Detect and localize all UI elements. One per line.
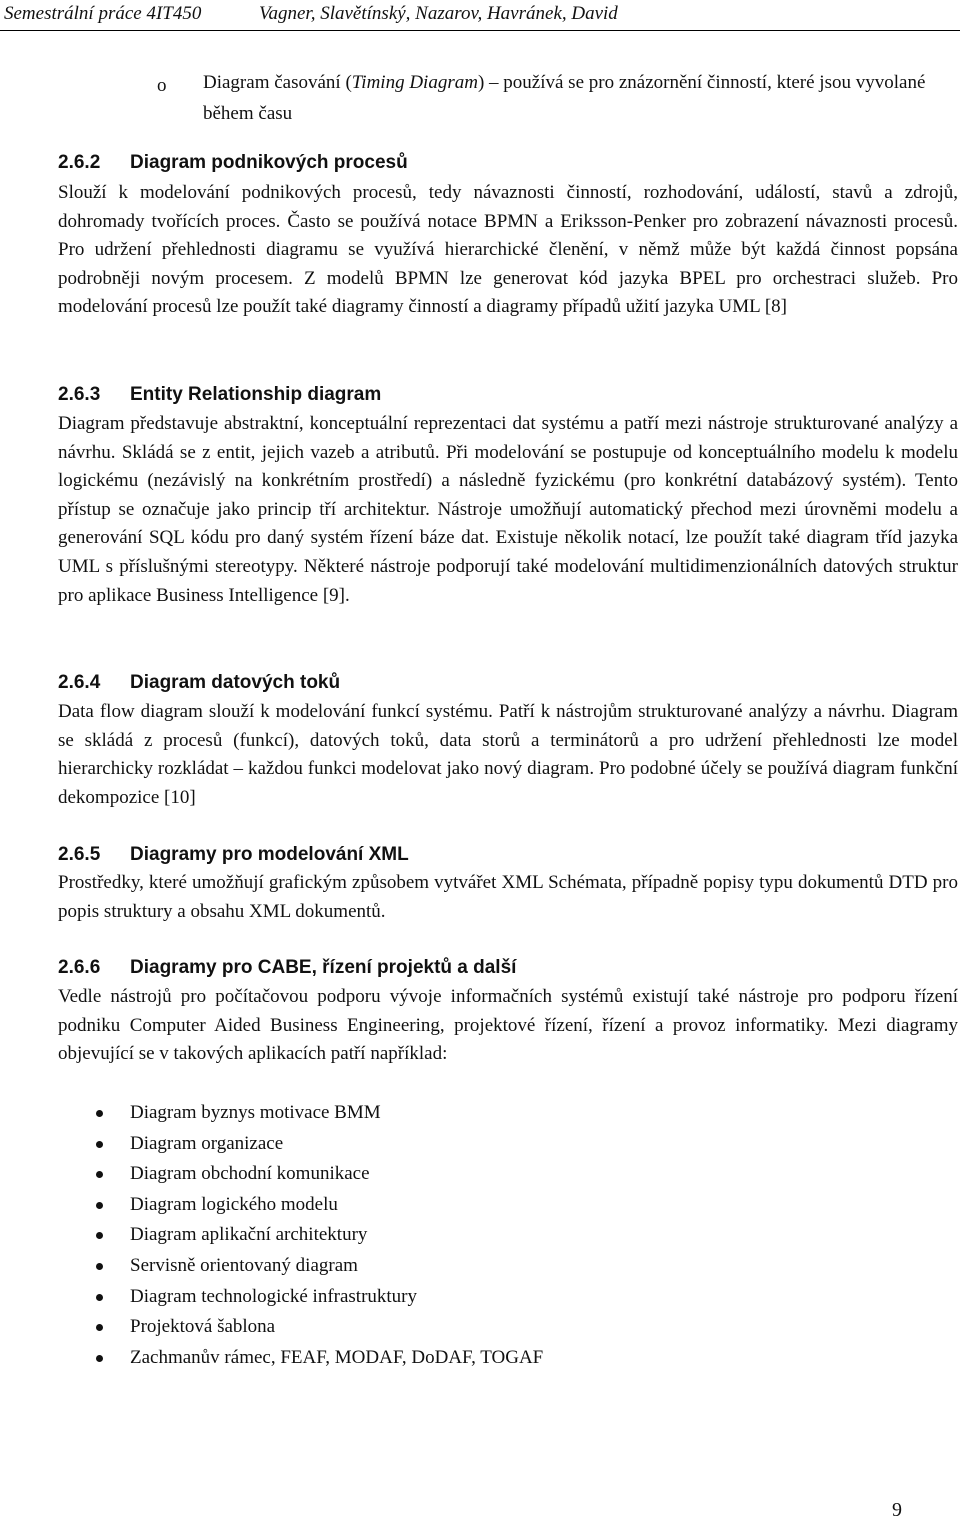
list-item [58, 1220, 858, 1251]
section-body-2-6-3 [58, 410, 958, 610]
running-header [0, 0, 960, 30]
list-item [58, 1190, 858, 1221]
section-title: Diagramy pro CABE, řízení projektů a další [130, 957, 517, 978]
bullet-icon [96, 1141, 103, 1148]
list-item [58, 1159, 858, 1190]
paragraph: Slouží k modelování podnikových procesů, tedy návaznosti činností, rozhodování, událostí, stavů a zdrojů, dohromady tvořících proces. Často se používá notace BPMN a Eriksson-Penker pro zobrazení návaznosti procesů. Pro udržení přehlednosti diagramu se využívá hierarchické členění, v němž může být každá činnost popsána podrobněji novým procesem. Z modelů BPMN lze generovat kód jazyka BPEL pro orchestraci služeb. Pro modelování procesů lze použít také diagramy činností a diagramy případů užití jazyka UML [8] [58, 182, 958, 318]
section-number: 2.6.3 [58, 384, 101, 405]
list-item-label: Diagram byznys motivace BMM [130, 1102, 381, 1123]
bullet-icon [96, 1110, 103, 1117]
paragraph: Prostředky, které umožňují grafickým způsobem vytvářet XML Schémata, případně popisy typu dokumentů DTD pro popis struktury a obsahu XML dokumentů. [58, 872, 958, 922]
timing-item-rest: ) – používá se pro znázornění činností, které jsou vyvolané během času [203, 72, 926, 124]
list-item [58, 1312, 858, 1343]
paragraph: Diagram představuje abstraktní, konceptuální reprezentaci dat systému a patří mezi nástroje strukturované analýzy a návrhu. Skládá se z entit, jejich vazeb a atributů. Při modelování se postupuje od konceptuálního modelu k modelu logickému (nezávislý na konkrétním prostředí) a následně fyzickému (pro konkrétní databázový systém). Tento přístup se označuje jako princip tří architektur. Nástroje umožňují automatický přechod mezi úrovněmi modelu a generování SQL kódu pro daný systém řízení báze dat. Existuje několik notací, lze použít také diagram tříd jazyka UML s příslušnými stereotypy. Některé nástroje podporují také modelování multidimenzionálních datových struktur pro aplikace Business Intelligence [9]. [58, 413, 958, 606]
section-number: 2.6.4 [58, 672, 101, 693]
list-item-label: Zachmanův rámec, FEAF, MODAF, DoDAF, TOGAF [130, 1346, 544, 1368]
list-item-label: Projektová šablona [130, 1316, 276, 1338]
section-number: 2.6.6 [58, 957, 101, 978]
diagram-bullet-list [58, 1098, 858, 1373]
bullet-icon [96, 1263, 103, 1270]
section-body-2-6-2 [58, 179, 958, 322]
section-body-2-6-5 [58, 869, 958, 926]
bullet-icon [96, 1294, 103, 1301]
section-title: Diagramy pro modelování XML [130, 844, 409, 865]
list-item [58, 1251, 858, 1282]
section-body-2-6-6 [58, 983, 958, 1069]
bullet-icon [96, 1324, 103, 1331]
section-heading-2-6-5 [58, 841, 409, 869]
bullet-icon [96, 1171, 103, 1178]
list-item [58, 1098, 858, 1129]
list-item-label: Diagram organizace [130, 1132, 284, 1154]
section-heading-2-6-6 [58, 954, 516, 982]
section-heading-2-6-4 [58, 669, 340, 697]
list-marker-o: o [157, 75, 167, 96]
paragraph: Vedle nástrojů pro počítačovou podporu vývoje informačních systémů existují také nástroje pro podporu řízení podniku Computer Aided Business Engineering, projektové řízení, řízení a provoz informatiky. Mezi diagramy objevující se v takových aplikacích patří například: [58, 986, 958, 1065]
section-heading-2-6-2 [58, 149, 408, 177]
list-item-label: Servisně orientovaný diagram [130, 1254, 358, 1276]
section-body-2-6-4 [58, 698, 958, 812]
list-item-label: Diagram logického modelu [130, 1193, 338, 1215]
bullet-icon [96, 1202, 103, 1209]
header-divider [0, 30, 960, 31]
list-item-label: Diagram technologické infrastruktury [130, 1285, 418, 1307]
list-item-label: Diagram obchodní komunikace [130, 1163, 370, 1185]
section-title: Diagram podnikových procesů [130, 152, 408, 173]
section-title: Entity Relationship diagram [130, 384, 382, 405]
section-number: 2.6.2 [58, 152, 101, 173]
section-heading-2-6-3 [58, 381, 381, 409]
page-number: 9 [892, 1499, 902, 1521]
bullet-icon [96, 1232, 103, 1239]
list-item [58, 1343, 858, 1374]
timing-item-italic: Timing Diagram [351, 72, 478, 93]
list-item [58, 1282, 858, 1313]
list-item-label: Diagram aplikační architektury [130, 1224, 368, 1246]
header-course: Semestrální práce 4IT450 [4, 3, 202, 24]
bullet-icon [96, 1355, 103, 1362]
list-item [58, 1129, 858, 1160]
timing-item-lead: Diagram časování ( [203, 72, 352, 93]
paragraph: Data flow diagram slouží k modelování funkcí systému. Patří k nástrojům strukturované analýzy a návrhu. Diagram se skládá z procesů (funkcí), datových toků, data storů a terminátorů a pro udržení přehlednosti lze model hierarchicky rozkládat – každou funkci modelovat jako nový diagram. Pro podobné účely se používá diagram funkční dekompozice [10] [58, 701, 958, 808]
header-authors: Vagner, Slavětínský, Nazarov, Havránek, David [259, 3, 618, 24]
section-number: 2.6.5 [58, 844, 101, 865]
timing-diagram-item [148, 67, 958, 129]
section-title: Diagram datových toků [130, 672, 341, 693]
